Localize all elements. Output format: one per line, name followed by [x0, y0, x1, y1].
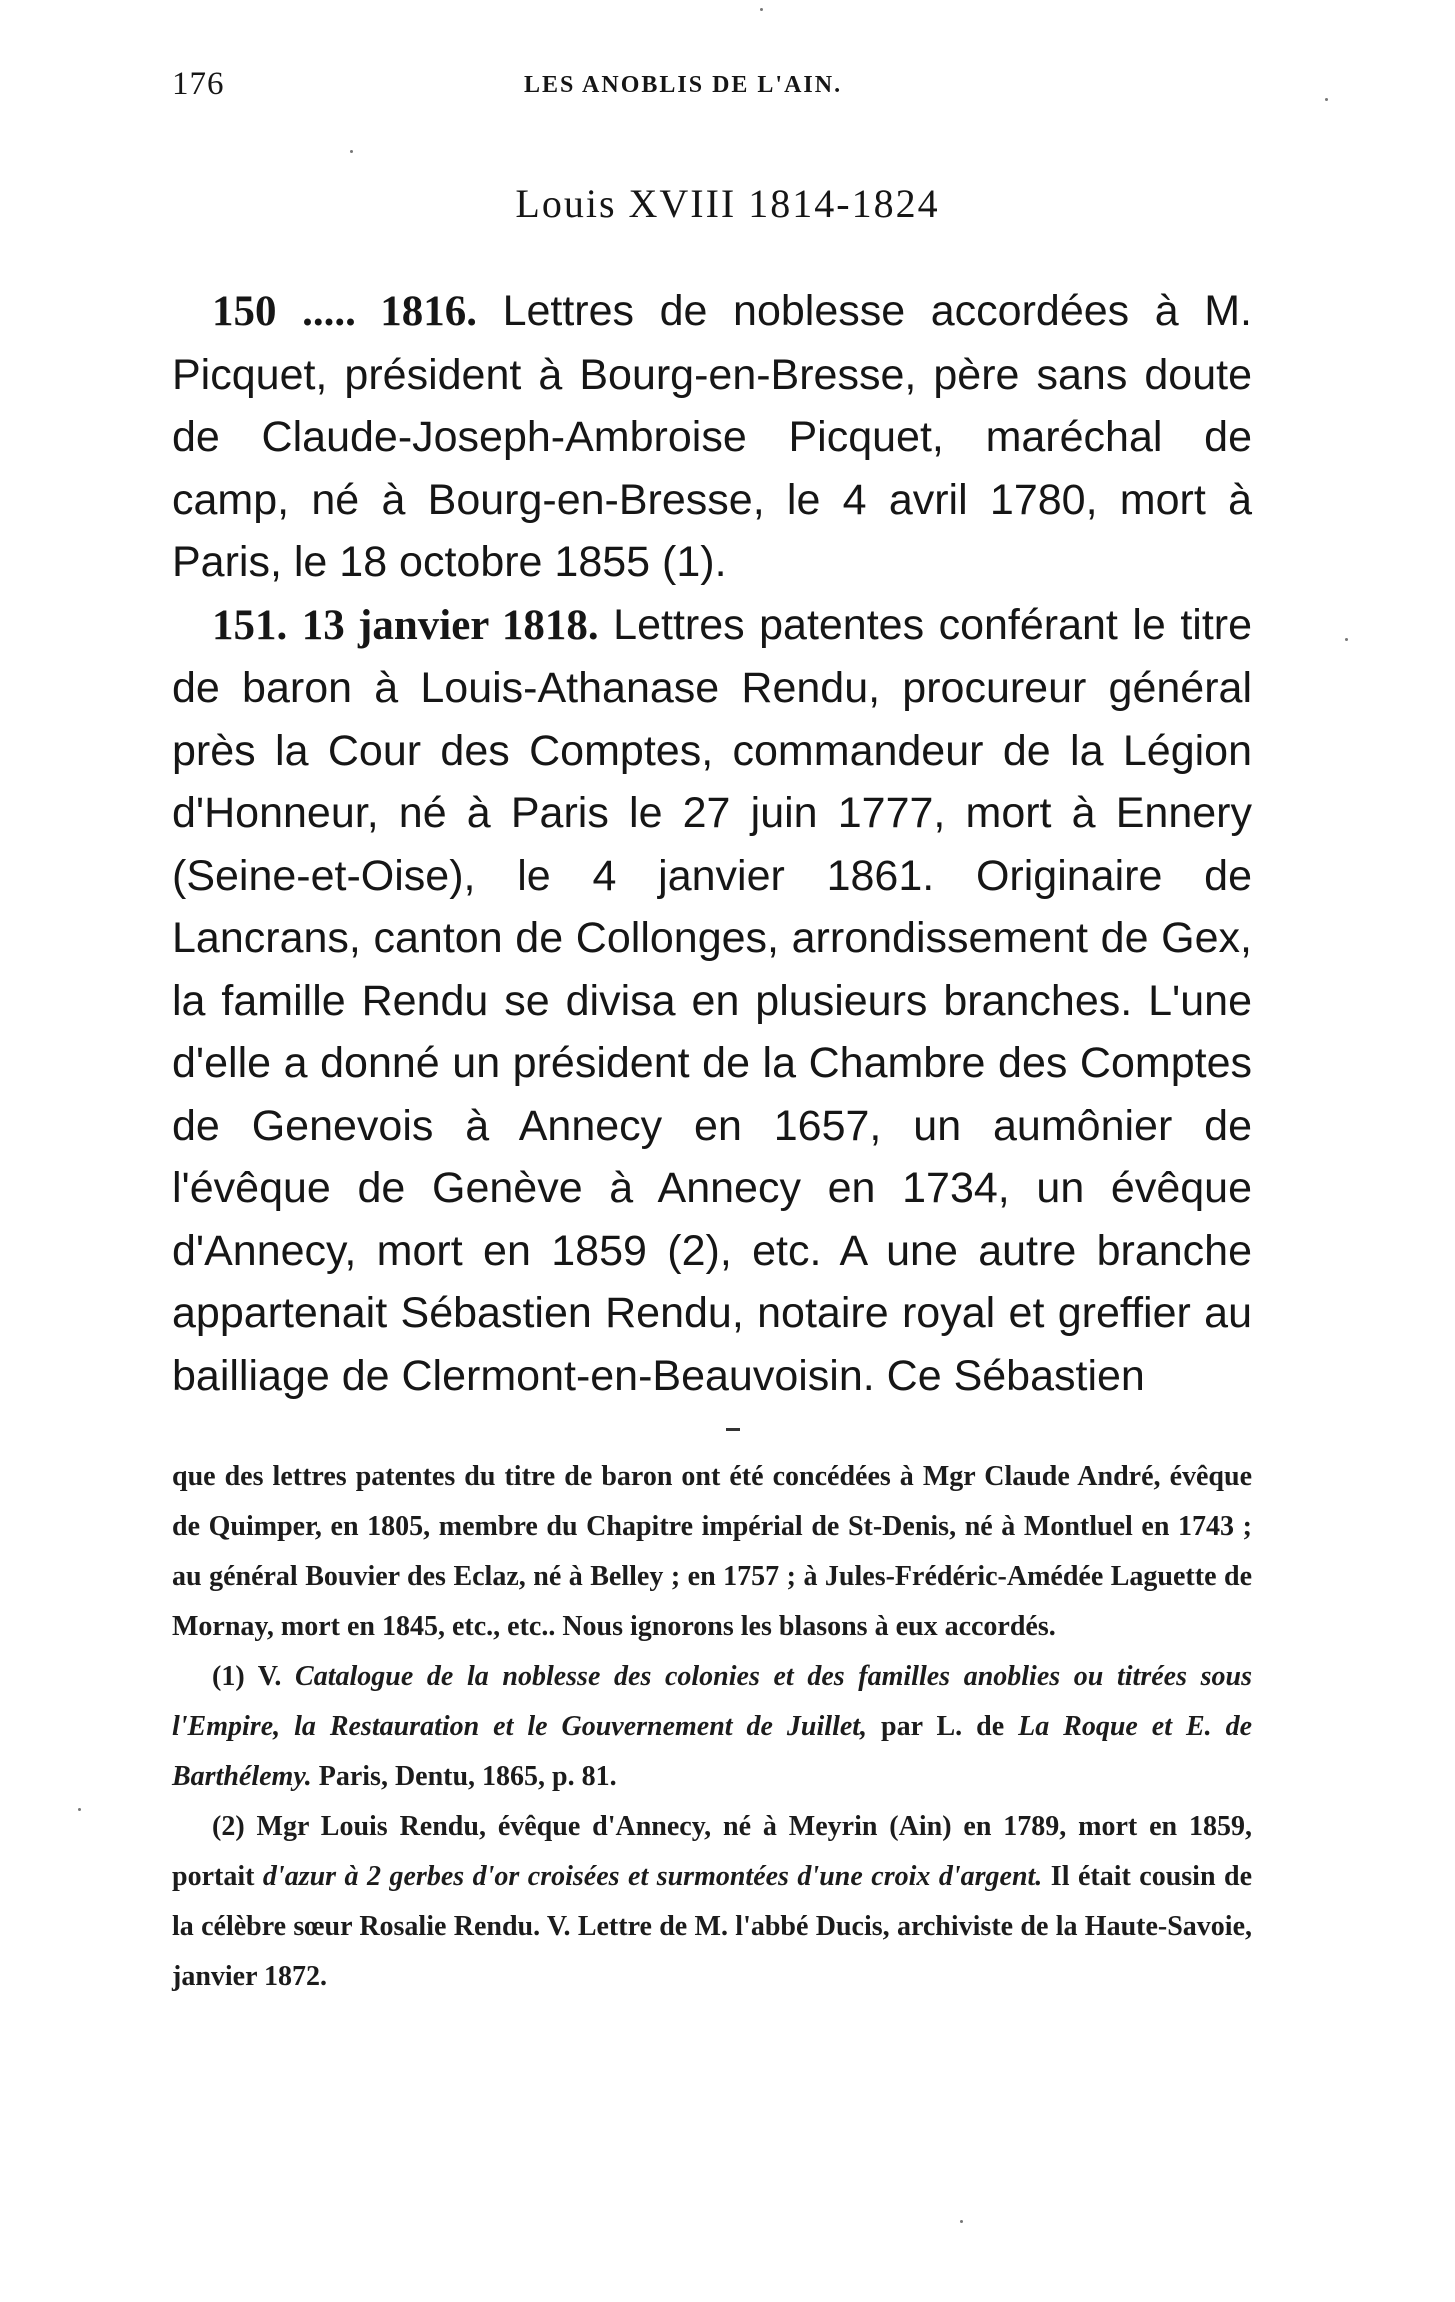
footnote-title: Catalogue de la noblesse des colonies et des familles anoblies ou titrées sous l'Empire, la Restauration et le Gouvernement de Juillet,: [172, 1661, 1252, 1742]
running-title: LES ANOBLIS DE L'AIN.: [524, 72, 843, 98]
footnote-marker: (2): [212, 1811, 245, 1842]
footnote-text: Il était cousin de la célèbre sœur Rosalie Rendu. V. Lettre de M. l'abbé Ducis, archiviste de la Haute-Savoie, janvier 1872.: [172, 1861, 1253, 1992]
footnote-separator: [726, 1428, 740, 1431]
section-heading: Louis XVIII 1814-1824: [515, 181, 940, 226]
entry-150: [172, 280, 1252, 594]
scan-speck: [1345, 638, 1348, 641]
footnote-marker: (1) V.: [212, 1661, 282, 1692]
footnote-text: Mgr Louis Rendu, évêque d'Annecy, né à Meyrin (Ain) en 1789, mort en 1859, portait: [172, 1811, 1253, 1892]
entry-151: [172, 594, 1252, 1408]
entry-date: 13 janvier 1818.: [301, 601, 599, 649]
footnotes: [172, 1452, 1252, 2002]
entry-text: Lettres patentes conférant le titre de baron à Louis-Athanase Rendu, procureur général près la Cour des Comptes, commandeur de la Légion d'Honneur, né à Paris le 27 juin 1777, mort à Ennery (Seine-et-Oise), le 4 janvier 1861. Originaire de Lancrans, canton de Collonges, arrondissement de Gex, la famille Rendu se divisa en plusieurs branches. L'une d'elle a donné un président de la Chambre des Comptes de Genevois à Annecy en 1657, un aumônier de l'évêque de Genève à Annecy en 1734, un évêque d'Annecy, mort en 1859 (2), etc. A une autre branche appartenait Sébastien Rendu, notaire royal et greffier au bailliage de Clermont-en-Beauvoisin. Ce Sébastien: [172, 600, 1252, 1400]
scan-speck: [960, 2220, 963, 2223]
main-text: [172, 280, 1252, 1407]
footnote-blazon: d'azur à 2 gerbes d'or croisées et surmontées d'une croix d'argent.: [262, 1861, 1043, 1892]
footnote-1: [172, 1652, 1252, 1802]
entry-number: 150: [212, 288, 277, 335]
entry-number: 151.: [212, 601, 288, 649]
footnote-authors: La Roque et E. de Barthélemy.: [172, 1711, 1253, 1792]
page-number: 176: [172, 66, 225, 102]
entry-text: Lettres de noblesse accordées à M. Picquet, président à Bourg-en-Bresse, père sans doute de Claude-Joseph-Ambroise Picquet, maréchal de camp, né à Bourg-en-Bresse, le 4 avril 1780, mort à Paris, le 18 octobre 1855 (1).: [172, 287, 1252, 586]
footnote-2: [172, 1802, 1252, 2002]
scan-speck: [78, 1808, 81, 1811]
scan-speck: [760, 8, 763, 11]
footnote-publisher: Paris, Dentu, 1865, p. 81.: [318, 1761, 617, 1792]
running-head: [172, 66, 1272, 106]
scan-speck: [350, 150, 353, 153]
footnote-continuation: que des lettres patentes du titre de baron ont été concédées à Mgr Claude André, évêque de Quimper, en 1805, membre du Chapitre impérial de St-Denis, né à Montluel en 1743 ; au général Bouvier des Eclaz, né à Belley ; en 1757 ; à Jules-Frédéric-Amédée Laguette de Mornay, mort en 1845, etc., etc.. Nous ignorons les blasons à eux accordés.: [172, 1461, 1252, 1642]
scan-speck: [1325, 98, 1328, 101]
entry-date: ..... 1816.: [302, 288, 477, 335]
footnote-by: par L. de: [881, 1711, 1005, 1742]
